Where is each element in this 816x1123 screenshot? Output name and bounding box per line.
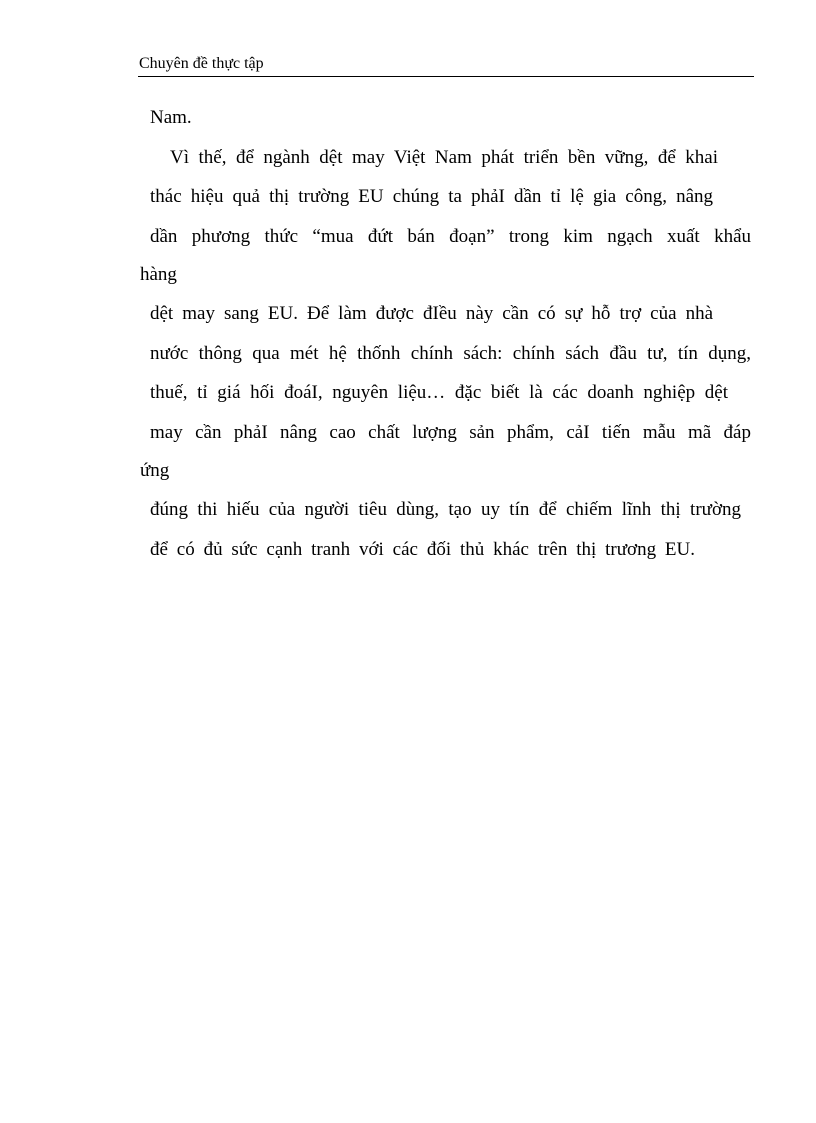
text-line: thác hiệu quả thị trường EU chúng ta phảI dần tỉ lệ gia công, nâng [150,186,713,207]
text-line: may cần phảI nâng cao chất lượng sản phẩm, cảI tiến mẫu mã đáp [150,422,751,443]
text-line: để có đủ sức cạnh tranh với các đối thủ khác trên thị trương EU. [150,539,695,560]
text-line: hàng [140,264,177,285]
text-line: đúng thi hiếu của người tiêu dùng, tạo uy tín để chiếm lĩnh thị trường [150,499,741,520]
page-header [138,52,754,77]
header-title: Chuyên đề thực tập [139,55,264,72]
text-line: dần phương thức “mua đứt bán đoạn” trong kim ngạch xuất khẩu [150,226,751,247]
text-line: Vì thế, để ngành dệt may Việt Nam phát triển bền vững, để khai [170,147,718,168]
text-line: ứng [140,460,170,481]
text-line: thuế, tỉ giá hối đoáI, nguyên liệu… đặc biết là các doanh nghiệp dệt [150,382,728,403]
text-line: Nam. [150,107,192,128]
text-line: nước thông qua mét hệ thốnh chính sách: chính sách đầu tư, tín dụng, [150,343,751,364]
text-line: dệt may sang EU. Để làm được đIều này cần có sự hỗ trợ của nhà [150,303,713,324]
